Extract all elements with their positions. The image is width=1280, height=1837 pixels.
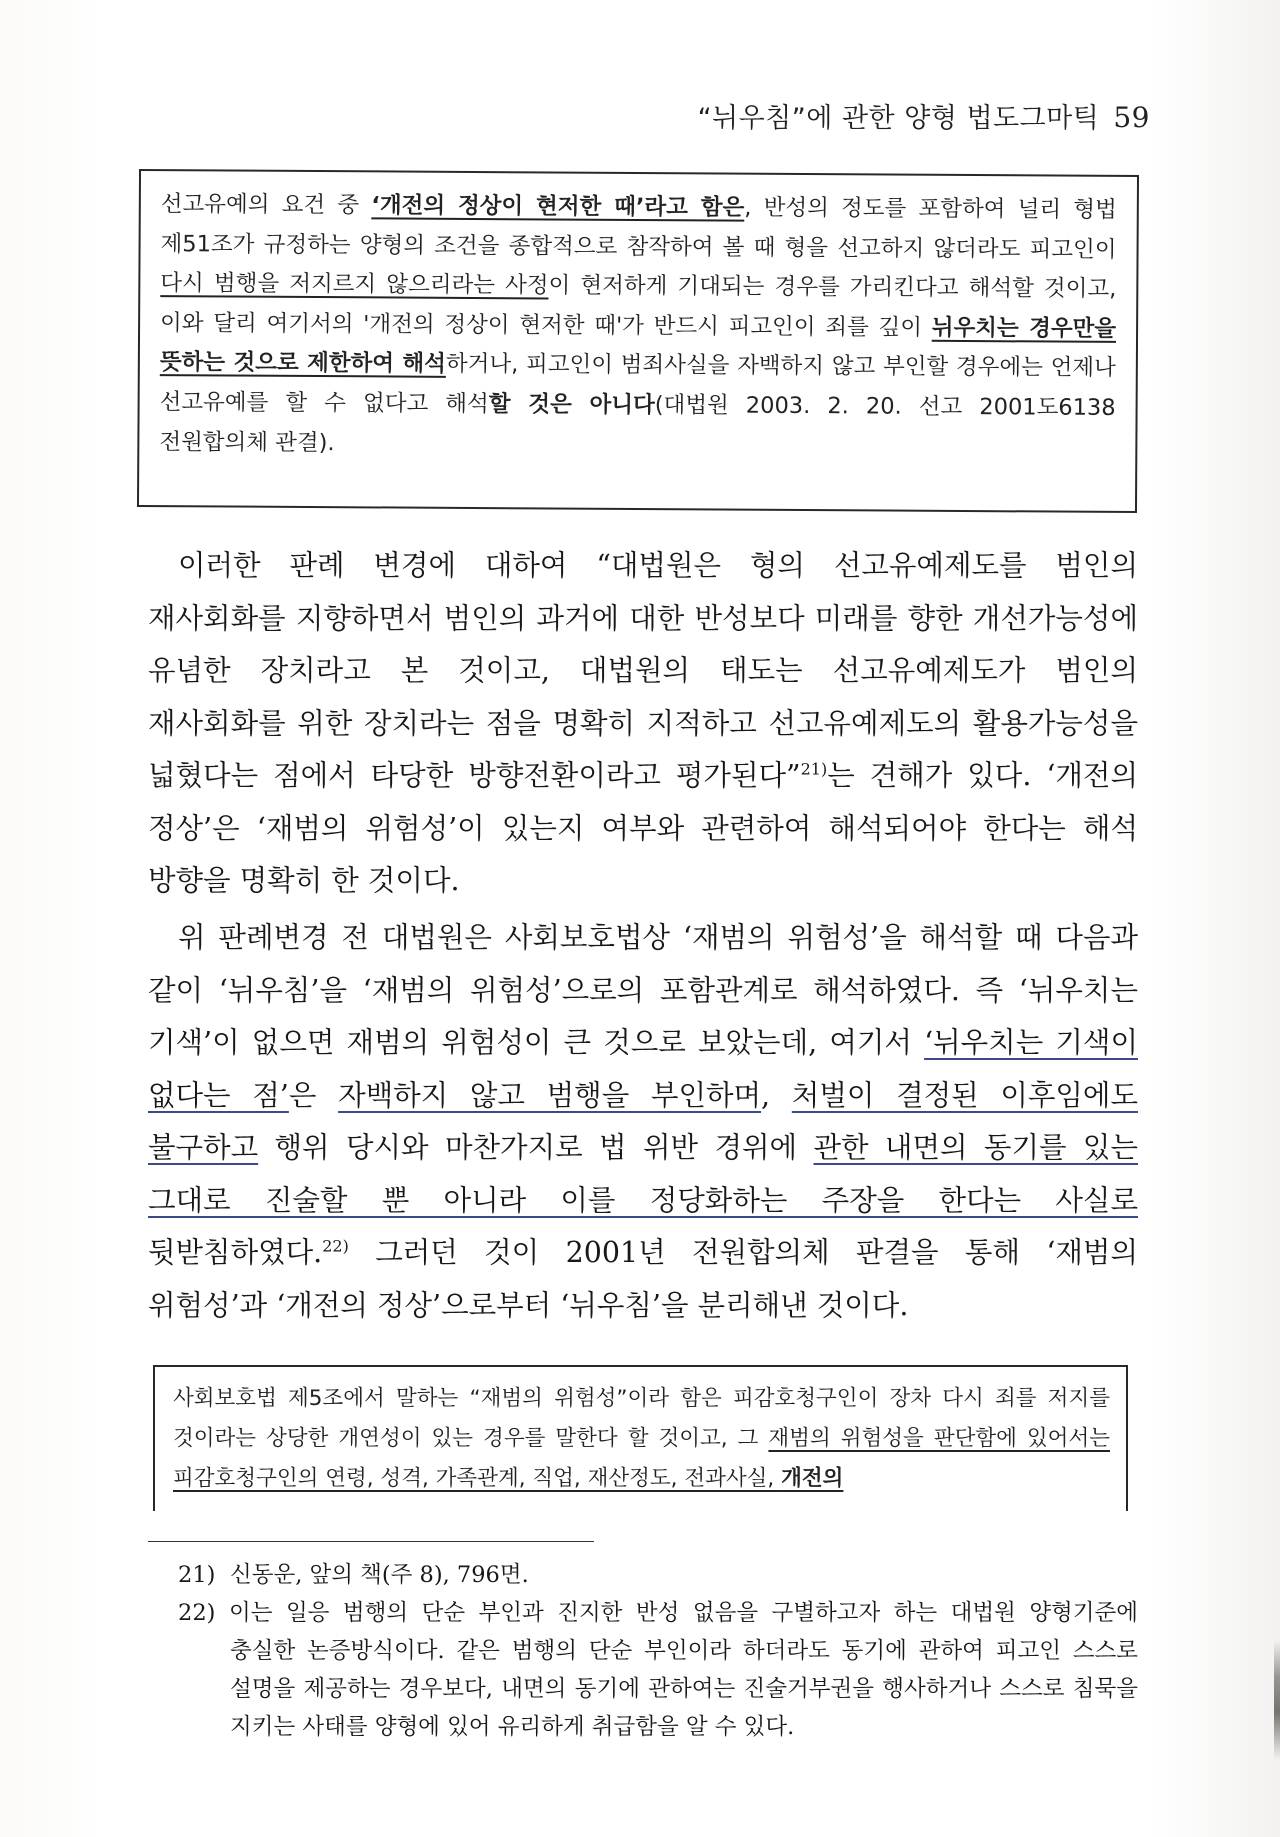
quote-text: , 반성의 정도를 포함하여 널리 형법 제51조가 규정하는 양형의 조건을 종합적으로 참작하여 볼 때 형을 선고하지 않더라도 피고인이 [160,194,1117,263]
page-number: 59 [1113,101,1150,134]
footnote-22 [148,1594,1138,1746]
footnote-text: 신동운, 앞의 책(주 8), 796면. [230,1562,529,1588]
footnote-text: 이는 일응 범행의 단순 부인과 진지한 반성 없음을 구별하고자 하는 대법원 양형기준에 충실한 논증방식이다. 같은 범행의 단순 부인이라 하더라도 동기에 관하여 피고인 스스로 설명을 제공하는 경우보다, 내면의 동기에 관하여는 진술거부권을 행사하거나 스스로 침묵을 지키는 사태를 양형에 있어 유리하게 취급함을 알 수 있다. [229,1600,1138,1740]
running-header [640,96,1150,135]
paragraph-text: 그러던 것이 2001년 전원합의체 판결을 통해 ‘재범의 위험성’과 ‘개전의 정상’으로부터 ‘뉘우침’을 분리해낸 것이다. [148,1236,1138,1322]
quote-underline: 재범의 위험성을 판단함에 있어서는 피감호청구인의 연령, 성격, 가족관계, 직업, 재산정도, 전과사실, [173,1426,1110,1491]
footnotes [148,1556,1138,1746]
body-paragraph-1 [148,540,1138,908]
paragraph-text: 는 견해가 있다. ‘개전의 정상’은 ‘재범의 위험성’이 있는지 여부와 관련하여 해석되어야 한다는 해석 방향을 명확히 한 것이다. [148,759,1138,897]
page-edge-shadow [1274,1640,1280,1760]
quote-citation: (대법원 2003. 2. 20. 선고 2001도6138 전원합의체 관결). [159,392,1116,456]
body-paragraph-2 [148,912,1138,1332]
footnote-ref-22: 22) [322,1236,349,1256]
paragraph-text: 뒷받침하였다. [148,1236,323,1269]
case-quote-text-1 [159,185,1117,468]
footnote-number: 22) [178,1600,216,1626]
quote-text: 하거나, 피고인이 범죄사실을 자백하지 않고 부인할 경우에는 언제나 선고유예를 할 수 없다고 해석 [159,351,1116,418]
footnote-divider [148,1541,594,1542]
case-quote-box-2 [153,1365,1128,1511]
quote-emphasis: 할 것은 아니다 [488,391,655,419]
paragraph-text: , [761,1078,792,1112]
paragraph-text: 이러한 판례 변경에 대하여 “대법원은 형의 선고유예제도를 범인의 재사회화를 지향하면서 범인의 과거에 대한 반성보다 미래를 향한 개선가능성에 유념한 장치라고 본 것이고, 대법원의 태도는 선고유예제도가 범인의 재사회화를 위한 장치라는 점을 명확히 지적하고 선고유예제도의 활용가능성을 넓혔다는 점에서 타당한 방향전환이라고 평가된다” [148,549,1138,792]
running-title: “뉘우침”에 관한 양형 법도그마틱 [697,103,1100,134]
handwritten-underline: 관한 내면의 동기를 있는 그대로 진술할 뿐 아니라 이를 정당화하는 주장을 한다는 사실로 [148,1131,1138,1217]
handwritten-underline: 처벌이 결정된 이후임에도 불구하고 [148,1078,1138,1164]
case-quote-text-2 [173,1379,1110,1499]
quote-emphasis: 개전의 [781,1466,844,1491]
paragraph-text: 행위 당시와 마찬가지로 법 위반 경위에 [258,1131,814,1164]
handwritten-underline: ‘뉘우치는 기색이 없다는 점’ [148,1026,1138,1112]
paragraph-text: 위 판례변경 전 대법원은 사회보호법상 ‘재범의 위험성’을 해석할 때 다음과 같이 ‘뉘우침’을 ‘재범의 위험성’으로의 포함관계로 해석하였다. 즉 ‘뉘우치는 기색’이 없으면 재범의 위험성이 큰 것으로 보았는데, 여기서 [148,921,1138,1059]
footnote-number: 21) [178,1562,216,1588]
quote-underline: 다시 범행을 저지르지 않으리라는 사정 [160,270,549,299]
quote-text: 이 현저하게 기대되는 경우를 가리킨다고 해석할 것이고, 이와 달리 여기서의 '개전의 정상이 현저한 때'가 반드시 피고인이 죄를 깊이 [160,272,1117,341]
case-quote-box-1 [137,169,1139,513]
paragraph-text: 은 [288,1078,339,1112]
quote-text: 선고유예의 요건 중 [160,191,372,219]
handwritten-underline: 자백하지 않고 범행을 부인하며 [338,1078,762,1112]
quote-text: 사회보호법 제5조에서 말하는 “재범의 위험성”이라 함은 피감호청구인이 장차 다시 죄를 저지를 것이라는 상당한 개연성이 있는 경우를 말한다 할 것이고, 그 [173,1386,1110,1451]
footnote-ref-21: 21) [800,759,828,779]
quote-emphasis: 뉘우치는 경우만을 뜻하는 것으로 제한하여 해석 [159,314,1117,378]
quote-emphasis: ‘개전의 정상이 현저한 때’라고 함은 [371,192,745,221]
footnote-21 [148,1556,1138,1594]
